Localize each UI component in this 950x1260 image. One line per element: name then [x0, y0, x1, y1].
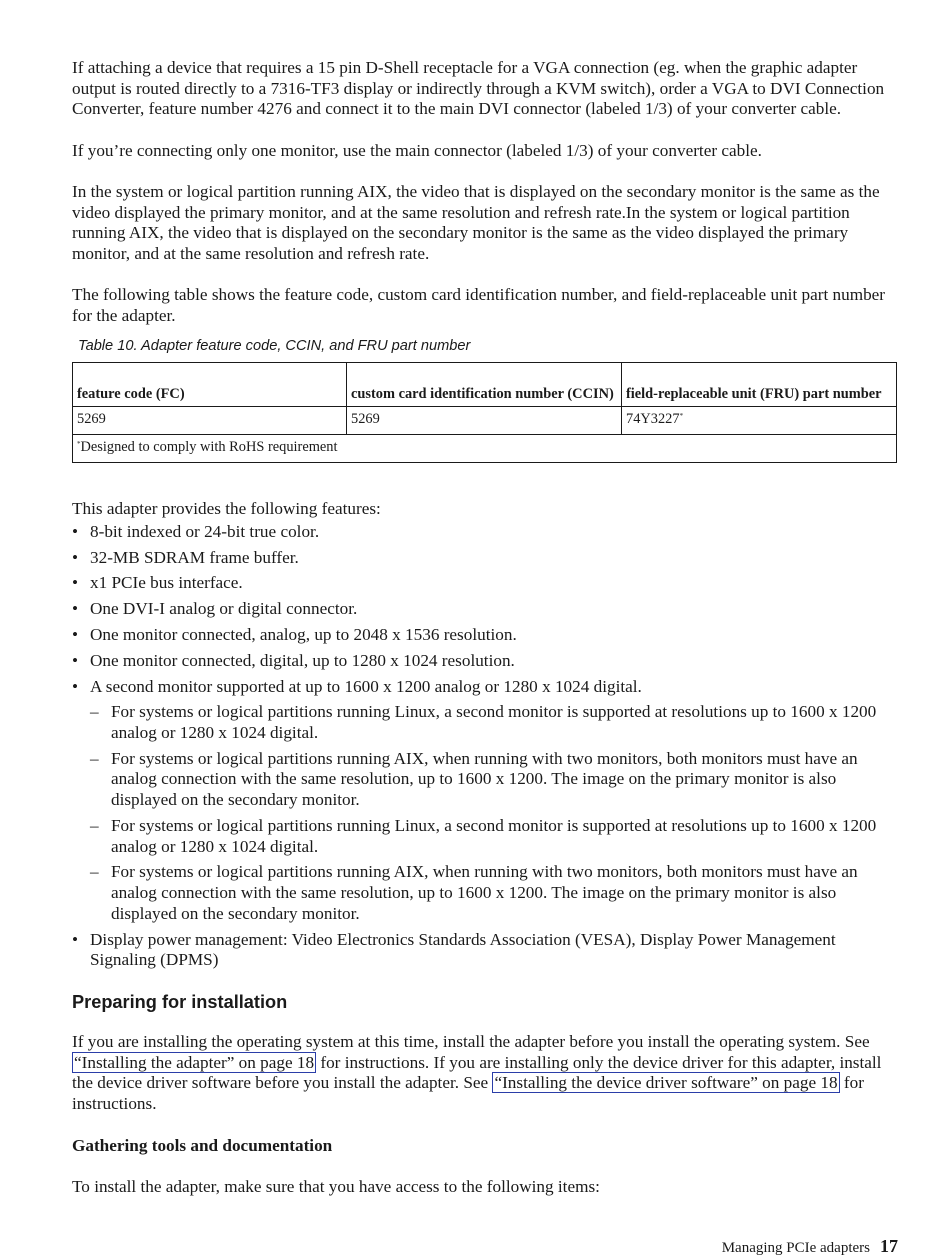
list-item-text: x1 PCIe bus interface.: [90, 573, 243, 593]
table-caption: Table 10. Adapter feature code, CCIN, and FRU part number: [78, 338, 471, 355]
sub-features-list: [90, 702, 897, 924]
list-item-text: A second monitor supported at up to 1600 x 1200 analog or 1280 x 1024 digital.: [90, 676, 642, 696]
table-row: [73, 407, 897, 435]
bullet-marker: •: [72, 929, 79, 949]
link-installing-device-driver[interactable]: “Installing the device driver software” on page 18: [494, 1073, 838, 1093]
table-footnote: [73, 435, 897, 463]
sub-list-item-text: For systems or logical partitions running Linux, a second monitor is supported at resolutions up to 1600 x 1200 analog or 1280 x 1024 digital.: [111, 815, 877, 856]
footnote-text: Designed to comply with RoHS requirement: [80, 439, 338, 456]
table-footnote-row: [73, 435, 897, 463]
bullet-marker: •: [72, 599, 79, 619]
table-header-row: [73, 363, 897, 407]
sub-list-item: [90, 862, 897, 924]
section-heading: Preparing for installation: [72, 992, 288, 1013]
features-intro: This adapter provides the following features:: [72, 499, 381, 519]
list-item-text: 8-bit indexed or 24-bit true color.: [90, 521, 320, 541]
list-item: [72, 599, 897, 620]
document-page: [72, 58, 897, 1197]
table-cell-fru: [622, 407, 897, 435]
table-header-fc: feature code (FC): [73, 363, 347, 407]
section-paragraph: [72, 1032, 897, 1115]
bullet-marker: •: [72, 547, 79, 567]
fru-part-number: 74Y3227: [626, 411, 680, 428]
subsection-heading: Gathering tools and documentation: [72, 1135, 333, 1155]
list-item: [72, 548, 897, 569]
table-cell-fc: 5269: [73, 407, 347, 435]
list-item: [72, 522, 897, 543]
paragraph-vga-converter: If attaching a device that requires a 15 pin D-Shell receptacle for a VGA connection (eg. when the graphic adapter output is routed directly to a 7316-TF3 display or indirectly through a KVM switch), order a VGA to DVI Connection Converter, feature number 4276 and connect it to the main DVI connector (labeled 1/3) of your converter cable.: [72, 58, 885, 119]
paragraph-aix-video: In the system or logical partition running AIX, the video that is displayed on the secondary monitor is the same as the video displayed the primary monitor, and at the same resolution and refresh rate.In the system or logical partition running AIX, the video that is displayed on the secondary monitor is the same as the video displayed the primary monitor, and at the same resolution and refresh rate.: [72, 181, 880, 263]
dash-marker: –: [90, 815, 99, 835]
features-list: [72, 522, 897, 971]
list-item-text: Display power management: Video Electronics Standards Association (VESA), Display Power Management Signaling (DPMS): [90, 929, 836, 970]
sub-list-item-text: For systems or logical partitions running AIX, when running with two monitors, both monitors must have an analog connection with the same resolution, up to 1600 x 1200. The image on the primary monitor is also displayed on the secondary monitor.: [111, 748, 858, 810]
table-header-ccin: custom card identification number (CCIN): [347, 363, 622, 407]
list-item: [72, 930, 897, 971]
bullet-marker: •: [72, 573, 79, 593]
footnote-marker: *: [77, 440, 81, 449]
bullet-marker: •: [72, 624, 79, 644]
sub-list-item-text: For systems or logical partitions running AIX, when running with two monitors, both monitors must have an analog connection with the same resolution, up to 1600 x 1200. The image on the primary monitor is also displayed on the secondary monitor.: [111, 862, 858, 923]
subsection-text: To install the adapter, make sure that you have access to the following items:: [72, 1176, 600, 1196]
list-item: [72, 625, 897, 646]
sub-list-item: [90, 702, 897, 743]
dash-marker: –: [90, 748, 99, 768]
list-item-text: One monitor connected, digital, up to 1280 x 1024 resolution.: [90, 650, 515, 670]
section-text-2: for instructions. If you are installing only the device driver for this adapter, install the device driver software before you install the adapter. See: [72, 1052, 882, 1093]
bullet-marker: •: [72, 521, 79, 541]
table-cell-ccin: 5269: [347, 407, 622, 435]
link-installing-adapter[interactable]: “Installing the adapter” on page 18: [74, 1052, 315, 1072]
adapter-table: [72, 362, 897, 463]
sub-list-item: [90, 816, 897, 857]
dash-marker: –: [90, 862, 99, 882]
page-number: 17: [880, 1236, 898, 1256]
page-footer: [722, 1236, 898, 1257]
fru-footnote-marker: *: [679, 412, 684, 421]
section-text-1: If you are installing the operating system at this time, install the adapter before you install the operating system. See: [72, 1032, 870, 1052]
paragraph-one-monitor: If you’re connecting only one monitor, use the main connector (labeled 1/3) of your converter cable.: [72, 140, 762, 160]
list-item-text: One DVI-I analog or digital connector.: [90, 599, 358, 619]
table-header-fru: field-replaceable unit (FRU) part number: [622, 363, 897, 407]
list-item-text: One monitor connected, analog, up to 2048 x 1536 resolution.: [90, 624, 517, 644]
sub-list-item-text: For systems or logical partitions running Linux, a second monitor is supported at resolutions up to 1600 x 1200 analog or 1280 x 1024 digital.: [111, 702, 877, 742]
list-item-text: 32-MB SDRAM frame buffer.: [90, 547, 299, 567]
list-item: [72, 677, 897, 925]
list-item: [72, 573, 897, 594]
section-text-3: for instructions.: [72, 1073, 864, 1114]
list-item: [72, 651, 897, 672]
sub-list-item: [90, 749, 897, 811]
bullet-marker: •: [72, 676, 79, 696]
dash-marker: –: [90, 702, 99, 722]
bullet-marker: •: [72, 650, 79, 670]
footer-title: Managing PCIe adapters: [721, 1240, 870, 1256]
paragraph-table-intro: The following table shows the feature code, custom card identification number, and field-replaceable unit part number for the adapter.: [72, 285, 886, 325]
